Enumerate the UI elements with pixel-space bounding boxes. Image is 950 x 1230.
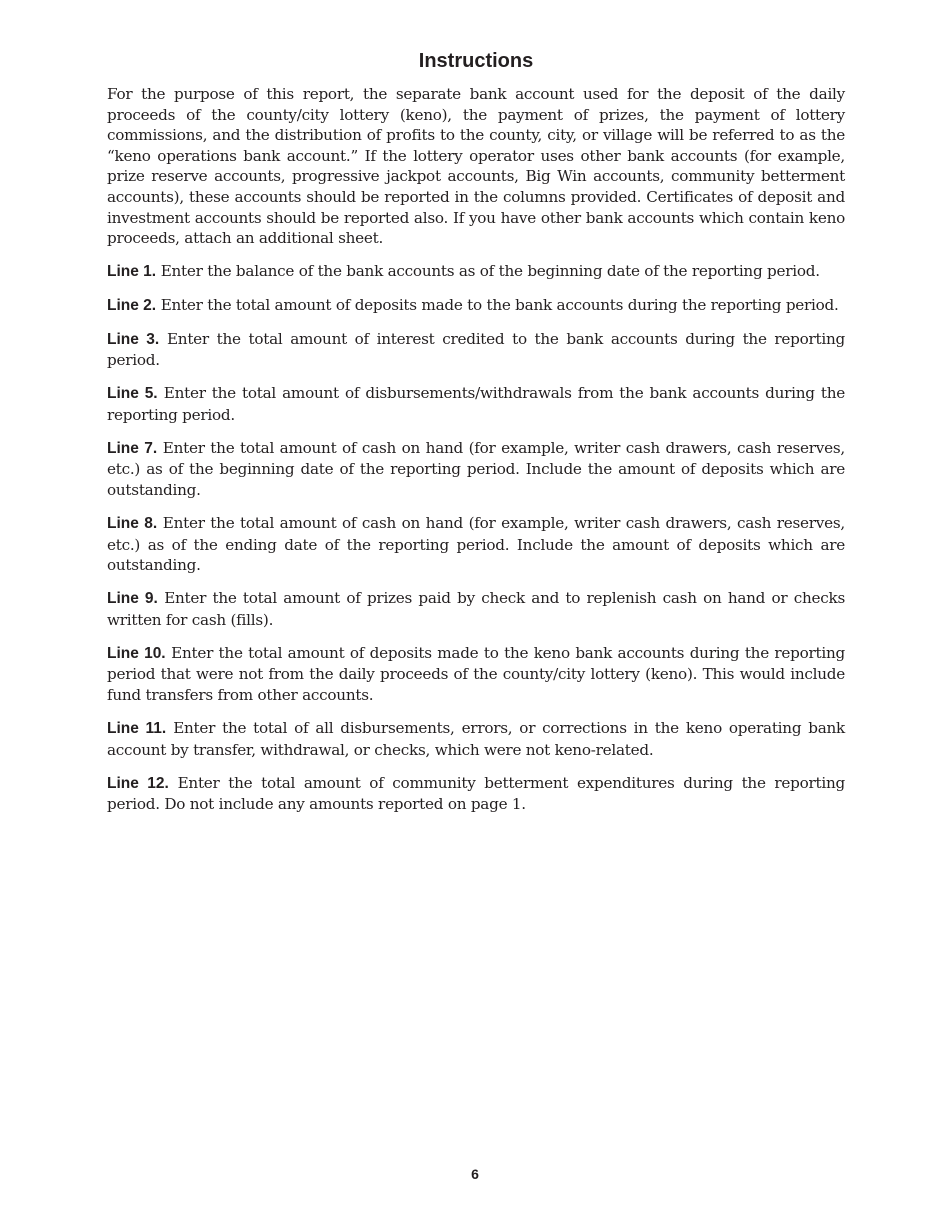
line-label: Line 9.: [107, 590, 158, 608]
line-label: Line 1.: [107, 262, 157, 280]
line-text: Enter the total amount of deposits made to the bank accounts during the reporting period.: [160, 295, 839, 314]
line-7-instruction: [107, 438, 845, 501]
page-number: 6: [471, 1166, 479, 1182]
line-label: Line 12.: [107, 774, 169, 792]
intro-paragraph: For the purpose of this report, the separate bank account used for the deposit of the daily proceeds of the county/city lottery (keno), the payment of prizes, the payment of lottery commissions, and the distribution of profits to the county, city, or village will be referred to as the “keno operations bank account.” If the lottery operator uses other bank accounts (for example, prize reserve accounts, progressive jackpot accounts, Big Win accounts, community betterment accounts), these accounts should be reported in the columns provided. Certificates of deposit and investment accounts should be reported also. If you have other bank accounts which contain keno proceeds, attach an additional sheet.: [107, 85, 845, 248]
line-text: Enter the total of all disbursements, errors, or corrections in the keno operating bank account by transfer, withdrawal, or checks, which were not keno-related.: [107, 718, 845, 759]
line-text: Enter the total amount of community betterment expenditures during the reporting period. Do not include any amounts reported on page 1.: [107, 773, 845, 814]
line-text: Enter the total amount of disbursements/withdrawals from the bank accounts during the reporting period.: [107, 384, 845, 424]
line-text: Enter the total amount of prizes paid by check and to replenish cash on hand or checks written for cash (fills).: [107, 589, 845, 629]
line-12-instruction: [107, 773, 845, 815]
line-label: Line 5.: [107, 385, 158, 403]
line-2-instruction: [107, 295, 845, 317]
line-text: Enter the total amount of cash on hand (for example, writer cash drawers, cash reserves, etc.) as of the ending date of the reporting period. Include the amount of deposits which are outstanding.: [107, 514, 845, 575]
line-label: Line 2.: [107, 296, 157, 314]
line-10-instruction: [107, 643, 845, 706]
line-text: Enter the total amount of cash on hand (for example, writer cash drawers, cash reserves, etc.) as of the beginning date of the reporting period. Include the amount of deposits which are outstanding.: [107, 438, 845, 500]
line-9-instruction: [107, 588, 845, 630]
line-label: Line 8.: [107, 515, 158, 533]
instructions-page: [107, 48, 845, 827]
line-1-instruction: [107, 261, 845, 283]
line-label: Line 3.: [107, 330, 160, 348]
line-5-instruction: [107, 383, 845, 425]
line-label: Line 11.: [107, 719, 167, 737]
line-text: Enter the total amount of deposits made to the keno bank accounts during the reporting period that were not from the daily proceeds of the county/city lottery (keno). This would include fund transfers from other accounts.: [107, 643, 846, 704]
line-label: Line 7.: [107, 439, 158, 457]
line-11-instruction: [107, 718, 845, 760]
line-3-instruction: [107, 329, 845, 371]
line-text: Enter the total amount of interest credited to the bank accounts during the reporting period.: [107, 329, 845, 370]
line-label: Line 10.: [107, 644, 166, 662]
line-text: Enter the balance of the bank accounts as of the beginning date of the reporting period.: [160, 261, 820, 280]
line-8-instruction: [107, 513, 845, 576]
page-title: Instructions: [418, 50, 534, 72]
